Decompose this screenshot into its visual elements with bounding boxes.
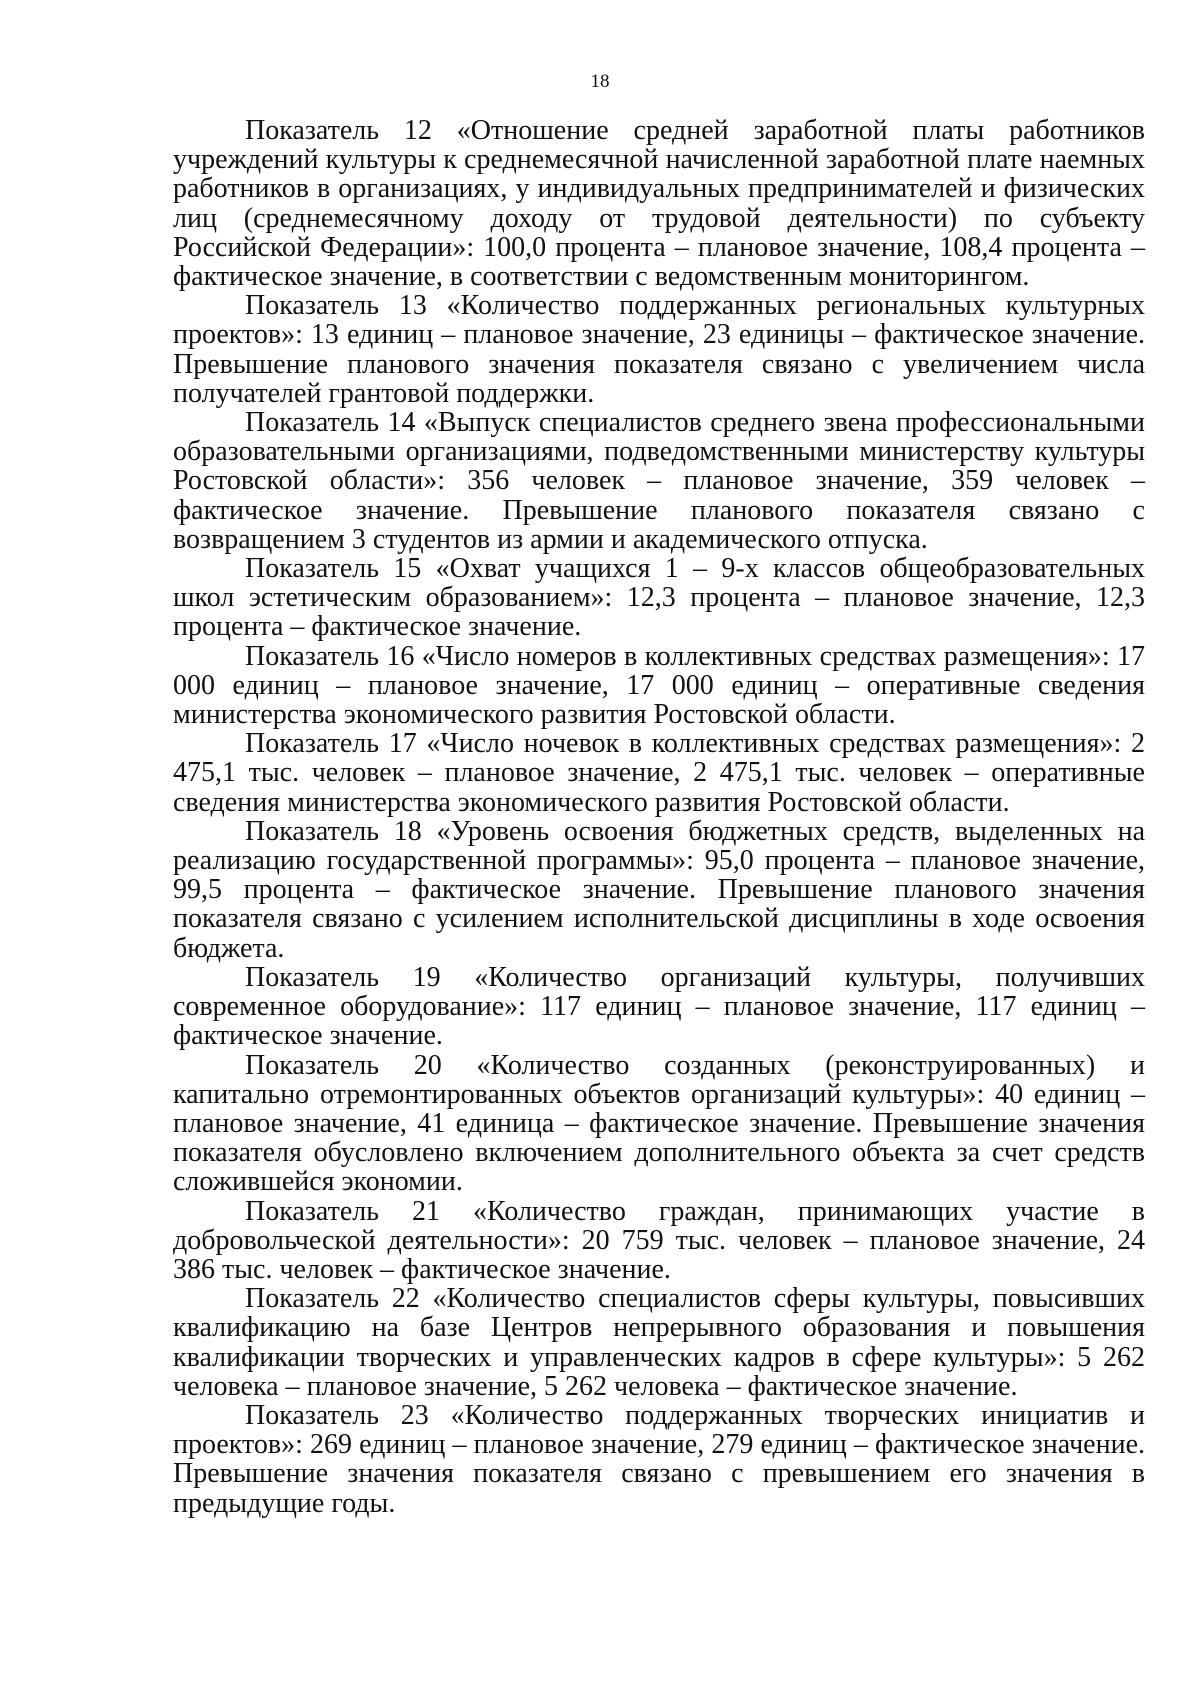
paragraph-indicator-19: Показатель 19 «Количество организаций культуры, получивших современное оборудование»: 117 единиц – плановое значение, 117 единиц – фактическое значение. — [173, 961, 1145, 1052]
page-number: 18 — [590, 71, 610, 92]
paragraph-indicator-23: Показатель 23 «Количество поддержанных творческих инициатив и проектов»: 269 единиц – плановое значение, 279 единиц – фактическое значение. Превышение значения показателя связано с превышением его значения в предыдущие годы. — [173, 1399, 1145, 1519]
paragraph-indicator-17: Показатель 17 «Число ночевок в коллективных средствах размещения»: 2 475,1 тыс. человек – плановое значение, 2 475,1 тыс. человек – оперативные сведения министерства экономического развития Ростовской области. — [173, 728, 1145, 818]
paragraph-indicator-13: Показатель 13 «Количество поддержанных региональных культурных проектов»: 13 единиц – плановое значение, 23 единицы – фактическое значение. Превышение планового значения показателя связано с увеличением числа получателей грантовой поддержки. — [173, 290, 1145, 409]
document-body — [173, 116, 1145, 1518]
paragraph-indicator-14: Показатель 14 «Выпуск специалистов среднего звена профессиональными образовательными организациями, подведомственными министерству культуры Ростовской области»: 356 человек – плановое значение, 359 человек – фактическое значение. Превышение планового показателя связано с возвращением 3 студентов из армии и академического отпуска. — [173, 407, 1145, 555]
paragraph-indicator-21: Показатель 21 «Количество граждан, принимающих участие в добровольческой деятельности»: 20 759 тыс. человек – плановое значение, 24 386 тыс. человек – фактическое значение. — [173, 1195, 1145, 1285]
paragraph-indicator-16: Показатель 16 «Число номеров в коллективных средствах размещения»: 17 000 единиц – плановое значение, 17 000 единиц – оперативные сведения министерства экономического развития Ростовской области. — [173, 640, 1145, 731]
paragraph-indicator-18: Показатель 18 «Уровень освоения бюджетных средств, выделенных на реализацию государственной программы»: 95,0 процента – плановое значение, 99,5 процента – фактическое значение. Превышение планового значения показателя связано с усилением исполнительской дисциплины в ходе освоения бюджета. — [173, 815, 1145, 964]
paragraph-indicator-22: Показатель 22 «Количество специалистов сферы культуры, повысивших квалификацию на базе Центров непрерывного образования и повышения квалификации творческих и управленческих кадров в сфере культуры»: 5 262 человека – плановое значение, 5 262 человека – фактическое значение. — [173, 1283, 1145, 1402]
paragraph-indicator-15: Показатель 15 «Охват учащихся 1 – 9-х классов общеобразовательных школ эстетическим образованием»: 12,3 процента – плановое значение, 12,3 процента – фактическое значение. — [173, 553, 1145, 643]
paragraph-indicator-20: Показатель 20 «Количество созданных (реконструированных) и капитально отремонтированных объектов организаций культуры»: 40 единиц – плановое значение, 41 единица – фактическое значение. Превышение значения показателя обусловлено включением дополнительного объекта за счет средств сложившейся экономии. — [173, 1049, 1145, 1198]
paragraph-indicator-12: Показатель 12 «Отношение средней заработной платы работников учреждений культуры к среднемесячной начисленной заработной плате наемных работников в организациях, у индивидуальных предпринимателей и физических лиц (среднемесячному доходу от трудовой деятельности) по субъекту Российской Федерации»: 100,0 процента – плановое значение, 108,4 процента – фактическое значение, в соответствии с ведомственным мониторингом. — [173, 115, 1145, 293]
